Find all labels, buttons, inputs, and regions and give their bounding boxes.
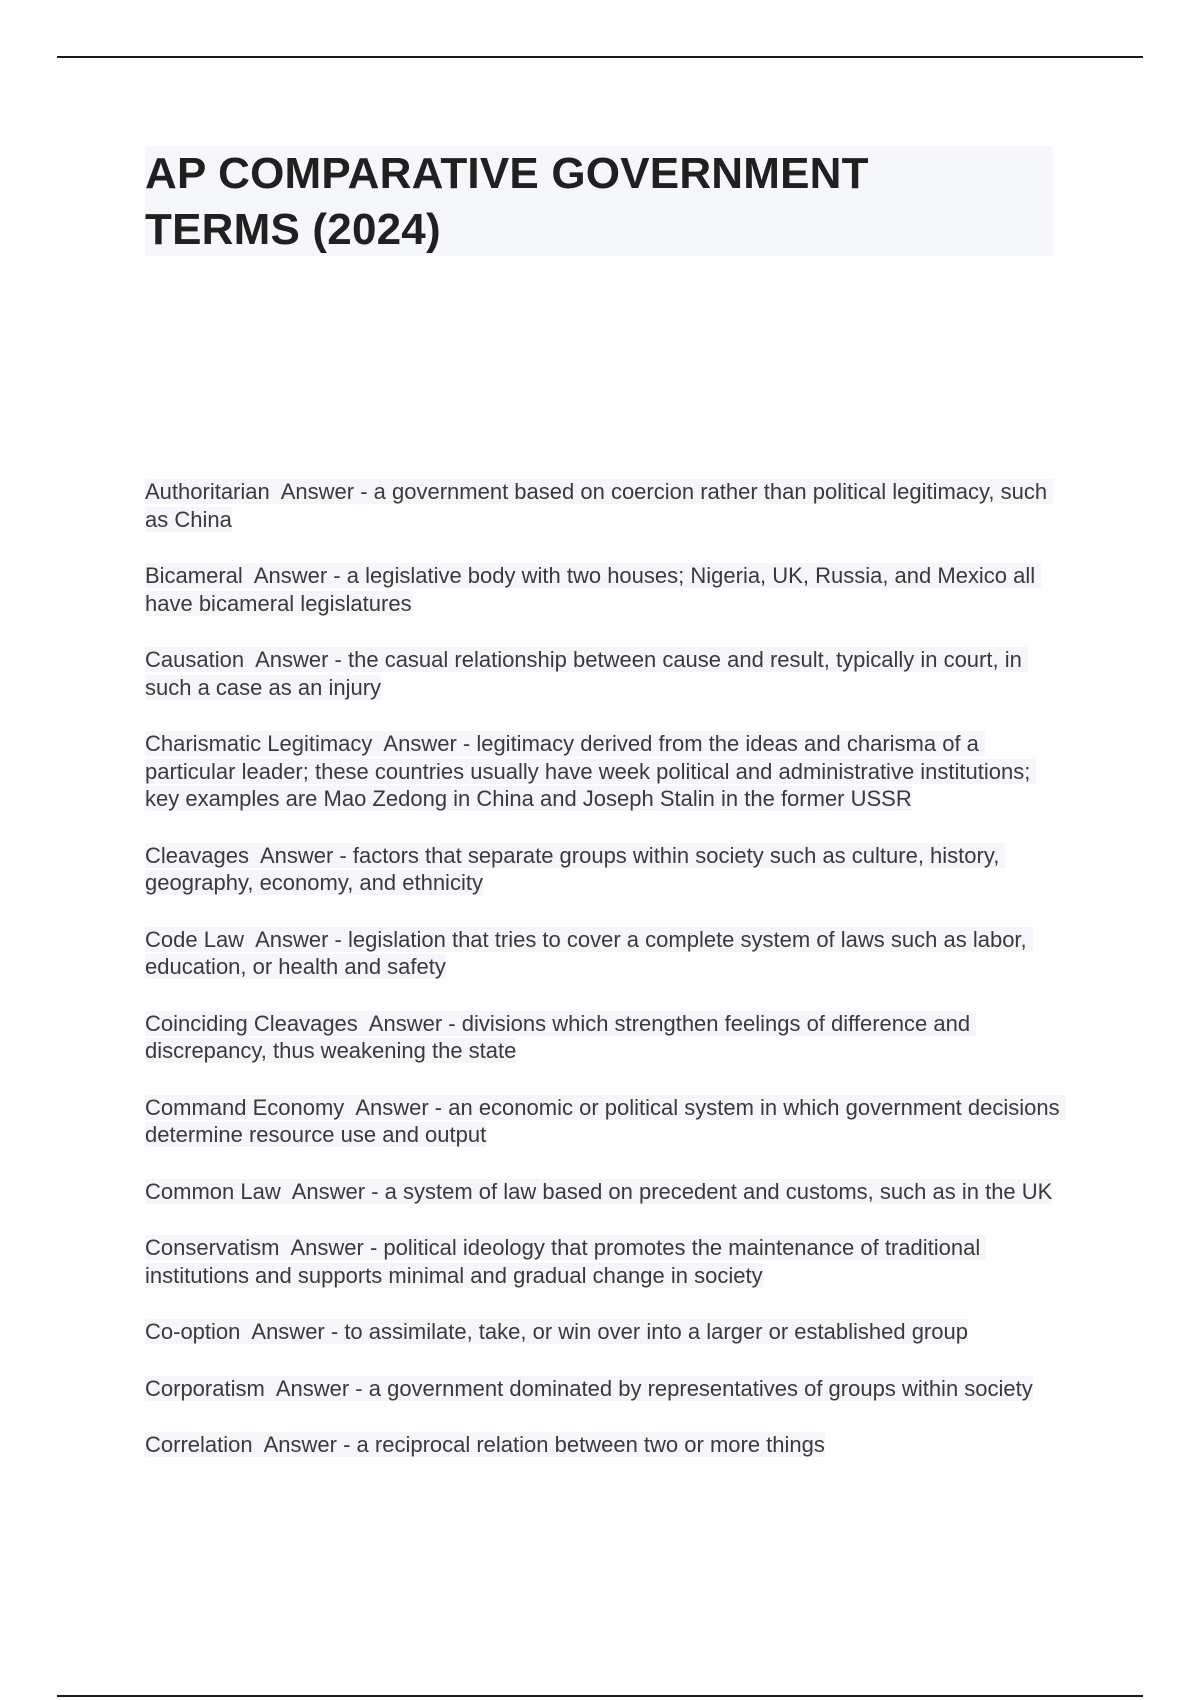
- term-definition: factors that separate groups within society such as culture, history, geography, economy, and ethnicity: [145, 842, 1006, 895]
- answer-label: Answer -: [269, 479, 374, 504]
- term-entry: [145, 1431, 1065, 1459]
- document-title: [145, 146, 1053, 258]
- term-entry-text: [145, 843, 1005, 896]
- term-definition: to assimilate, take, or win over into a larger or established group: [344, 1319, 968, 1344]
- term-name: Corporatism: [145, 1375, 265, 1401]
- answer-label: Answer -: [279, 1235, 384, 1260]
- term-entry: [145, 1178, 1065, 1206]
- answer-label: Answer -: [264, 1375, 369, 1401]
- term-entry: [145, 1010, 1065, 1065]
- answer-label: Answer -: [242, 563, 347, 588]
- top-rule: [57, 56, 1143, 58]
- term-definition: legitimacy derived from the ideas and charisma of a particular leader; these countries usually have week political and administrative institutions; key examples are Mao Zedong in China and Joseph Stalin in the former USSR: [145, 731, 1037, 811]
- title-block: [145, 146, 1053, 256]
- term-definition: divisions which strengthen feelings of difference and discrepancy, thus weakening the state: [145, 1010, 977, 1063]
- term-entry-text: [145, 479, 1053, 532]
- term-definition: a reciprocal relation between two or more things: [356, 1432, 825, 1457]
- answer-label: Answer -: [252, 1432, 357, 1457]
- term-entry-text: [145, 647, 1028, 700]
- term-entry-text: [145, 1011, 976, 1064]
- answer-label: Answer -: [244, 926, 348, 952]
- term-entry: [145, 926, 1065, 981]
- term-entry: [145, 562, 1065, 617]
- term-entry: [145, 646, 1065, 701]
- term-entry: [145, 1094, 1065, 1149]
- bottom-rule: [57, 1695, 1143, 1697]
- term-definition: a legislative body with two houses; Nigeria, UK, Russia, and Mexico all have bicameral legislatures: [145, 563, 1042, 616]
- answer-label: Answer -: [344, 1094, 449, 1120]
- term-definition: an economic or political system in which government decisions determine resource use and output: [145, 1094, 1066, 1147]
- term-entry: [145, 1318, 1065, 1346]
- term-name: Cleavages: [145, 842, 249, 868]
- term-name: Common Law: [145, 1178, 281, 1204]
- term-name: Co-option: [145, 1319, 241, 1344]
- title-line-2: TERMS (2024): [145, 205, 441, 254]
- term-name: Code Law: [145, 926, 245, 952]
- term-entry-text: [145, 1432, 825, 1457]
- term-definition: the casual relationship between cause and result, typically in court, in such a case as an injury: [145, 647, 1028, 700]
- answer-label: Answer -: [372, 731, 477, 756]
- term-definition: a government dominated by representatives of groups within society: [368, 1375, 1033, 1401]
- term-name: Coinciding Cleavages: [145, 1010, 358, 1036]
- term-entry: [145, 730, 1065, 813]
- term-definition: a government based on coercion rather than political legitimacy, such as China: [145, 479, 1054, 532]
- answer-label: Answer -: [357, 1010, 462, 1036]
- answer-label: Answer -: [240, 1319, 345, 1344]
- term-name: Bicameral: [145, 563, 243, 588]
- term-entry-text: [145, 731, 1036, 811]
- answer-label: Answer -: [248, 842, 353, 868]
- term-entry-text: [145, 1376, 1033, 1401]
- term-name: Charismatic Legitimacy: [145, 731, 373, 756]
- answer-label: Answer -: [244, 647, 348, 672]
- term-entry: [145, 478, 1065, 533]
- term-entry: [145, 842, 1065, 897]
- term-entry-text: [145, 563, 1041, 616]
- title-line-1: AP COMPARATIVE GOVERNMENT: [145, 149, 869, 198]
- terms-list: [145, 478, 1065, 1488]
- term-entry-text: [145, 1095, 1066, 1148]
- term-name: Authoritarian: [145, 479, 270, 504]
- term-entry-text: [145, 1179, 1052, 1204]
- term-entry-text: [145, 1235, 986, 1288]
- term-name: Conservatism: [145, 1235, 280, 1260]
- term-entry-text: [145, 927, 1033, 980]
- term-name: Correlation: [145, 1432, 253, 1457]
- term-definition: legislation that tries to cover a complete system of laws such as labor, education, or health and safety: [145, 926, 1033, 979]
- answer-label: Answer -: [280, 1178, 385, 1204]
- term-name: Causation: [145, 647, 245, 672]
- term-entry-text: [145, 1319, 968, 1344]
- term-entry: [145, 1375, 1065, 1403]
- term-name: Command Economy: [145, 1094, 345, 1120]
- term-entry: [145, 1234, 1065, 1289]
- term-definition: a system of law based on precedent and customs, such as in the UK: [384, 1178, 1053, 1204]
- term-definition: political ideology that promotes the maintenance of traditional institutions and supports minimal and gradual change in society: [145, 1235, 987, 1288]
